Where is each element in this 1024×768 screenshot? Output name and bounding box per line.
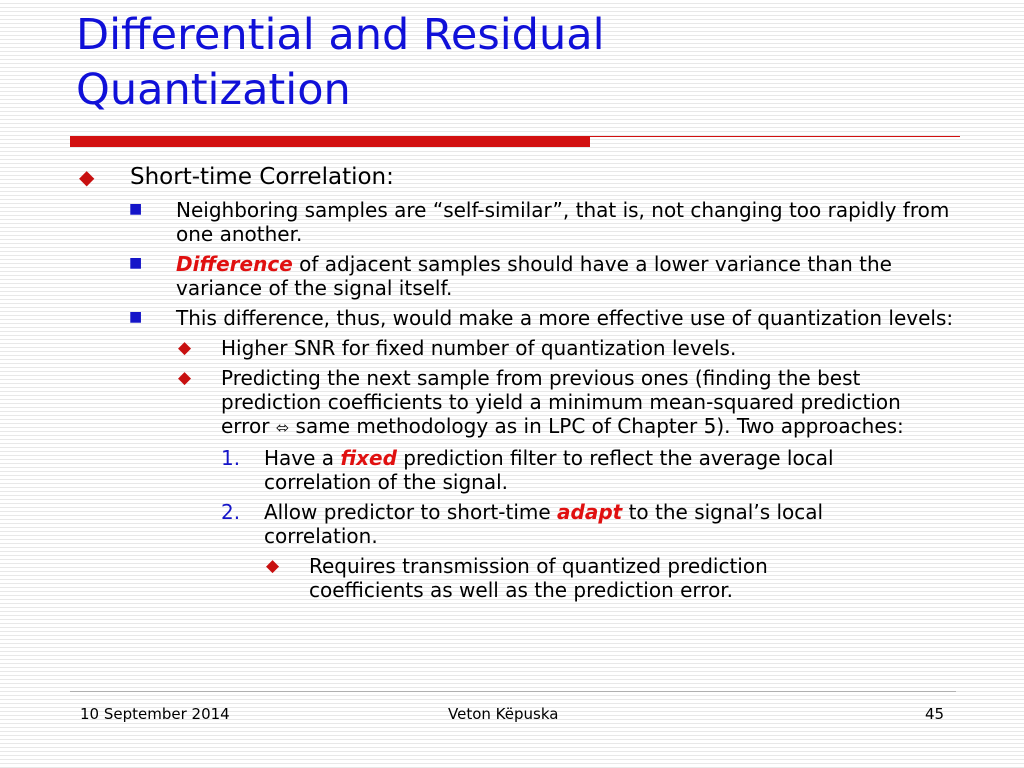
bullet-item	[0, 198, 1024, 246]
approach-number: 1.	[221, 446, 241, 470]
subbullet-item	[0, 366, 1024, 440]
diamond-icon: ◆	[79, 165, 95, 189]
bullet-item	[0, 252, 1024, 300]
approach-emphasis: adapt	[557, 500, 623, 524]
note-text: Requires transmission of quantized prediction coefficients as well as the prediction error.	[309, 554, 768, 602]
diamond-icon: ◆	[178, 338, 192, 358]
square-icon: ■	[129, 255, 143, 271]
subbullet-item	[0, 336, 1024, 360]
footer-rule	[70, 691, 956, 692]
note-item	[0, 554, 1024, 602]
diamond-icon: ◆	[178, 368, 192, 388]
approach-text-after: prediction filter to reflect the average local correlation of the signal.	[264, 446, 834, 494]
slide-content	[0, 164, 1024, 608]
approach-text-before: Have a	[264, 446, 341, 470]
footer-author: Veton Këpuska	[448, 705, 559, 723]
approach-text-before: Allow predictor to short-time	[264, 500, 558, 524]
approach-emphasis: fixed	[340, 446, 397, 470]
bullet-heading	[0, 164, 1024, 191]
approach-item	[0, 446, 1024, 494]
bullet-text: of adjacent samples should have a lower variance than the variance of the signal itself.	[176, 252, 892, 300]
approach-item	[0, 500, 1024, 548]
subbullet-text-before: Predicting the next sample from previous ones (finding the best prediction coefficients to yield a minimum mean-squared prediction error	[221, 366, 901, 438]
bullet-text: Neighboring samples are “self-similar”, that is, not changing too rapidly from one another.	[176, 198, 950, 246]
subbullet-text: Higher SNR for fixed number of quantization levels.	[221, 336, 737, 360]
title-rule-thick	[70, 136, 590, 147]
slide-title	[76, 8, 976, 118]
square-icon: ■	[129, 201, 143, 217]
subbullet-text-after: same methodology as in LPC of Chapter 5). Two approaches:	[289, 414, 904, 438]
bullet-text: This difference, thus, would make a more effective use of quantization levels:	[176, 306, 954, 330]
square-icon: ■	[129, 309, 143, 325]
bullet-item	[0, 306, 1024, 330]
title-line-2: Quantization	[76, 65, 351, 115]
bullet-emphasis: Difference	[176, 252, 293, 276]
page-number: 45	[925, 705, 945, 723]
footer-date: 10 September 2014	[80, 705, 230, 723]
approach-number: 2.	[221, 500, 241, 524]
title-line-1: Differential and Residual	[76, 10, 605, 60]
approach-text-after: to the signal’s local correlation.	[264, 500, 824, 548]
heading-text: Short-time Correlation:	[130, 164, 394, 190]
double-arrow-icon: ⬄	[275, 418, 290, 437]
title-rule-thin	[590, 136, 960, 137]
diamond-icon: ◆	[266, 556, 280, 576]
